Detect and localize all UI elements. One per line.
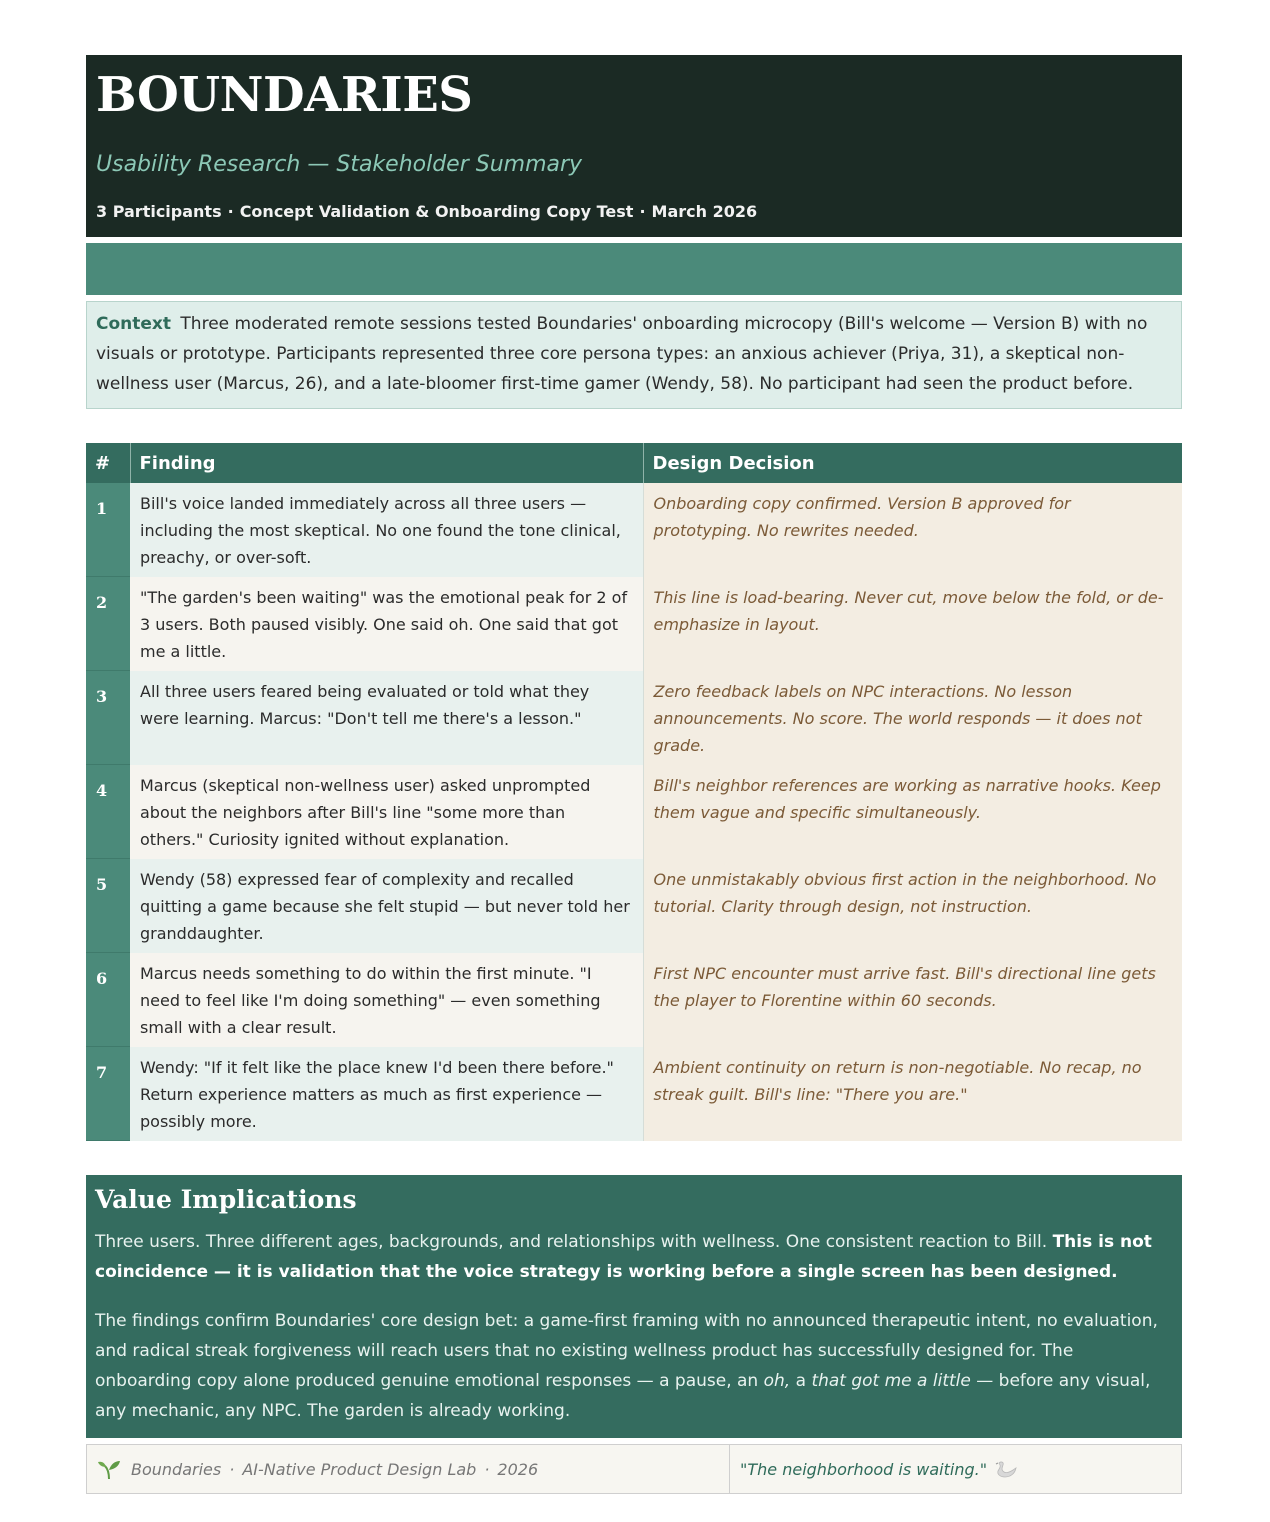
row-decision: Bill's neighbor references are working as narrative hooks. Keep them vague and specific simultaneously. bbox=[643, 765, 1182, 859]
row-finding: Marcus needs something to do within the first minute. "I need to feel like I'm doing something" — even something small with a clear result. bbox=[130, 953, 643, 1047]
table-row bbox=[86, 577, 1182, 671]
value-heading: Value Implications bbox=[95, 1185, 357, 1214]
footer-year: 2026 bbox=[497, 1459, 539, 1479]
footer-lab: AI-Native Product Design Lab bbox=[242, 1459, 477, 1479]
meta-date: March 2026 bbox=[651, 202, 758, 221]
table-row bbox=[86, 1047, 1182, 1141]
footer-right bbox=[730, 1445, 1181, 1493]
row-finding: "The garden's been waiting" was the emotional peak for 2 of 3 users. Both paused visibly. One said oh. One said that got me a little. bbox=[130, 577, 643, 671]
row-number: 4 bbox=[86, 765, 130, 859]
row-decision: Ambient continuity on return is non-negotiable. No recap, no streak guilt. Bill's line: "There you are." bbox=[643, 1047, 1182, 1141]
row-decision: One unmistakably obvious first action in the neighborhood. No tutorial. Clarity through design, not instruction. bbox=[643, 859, 1182, 953]
footer-brand: Boundaries bbox=[131, 1459, 222, 1479]
header-decision: Design Decision bbox=[643, 443, 1182, 483]
meta-participants: 3 Participants bbox=[96, 202, 222, 221]
table-row bbox=[86, 953, 1182, 1047]
value-p2-text-b: a bbox=[795, 1371, 807, 1391]
row-finding: Marcus (skeptical non-wellness user) asked unprompted about the neighbors after Bill's line "some more than others." Curiosity ignited without explanation. bbox=[130, 765, 643, 859]
report-subtitle: Usability Research — Stakeholder Summary bbox=[96, 152, 583, 177]
header-finding: Finding bbox=[130, 443, 643, 483]
row-number: 3 bbox=[86, 671, 130, 765]
footer bbox=[86, 1444, 1182, 1494]
findings-table bbox=[86, 443, 1182, 1141]
row-finding: Wendy (58) expressed fear of complexity and recalled quitting a game because she felt stupid — but never told her granddaughter. bbox=[130, 859, 643, 953]
value-paragraph-1 bbox=[95, 1227, 1172, 1287]
footer-dot: · bbox=[484, 1459, 490, 1479]
table-row bbox=[86, 671, 1182, 765]
row-finding: Bill's voice landed immediately across all three users — including the most skeptical. No one found the tone clinical, preachy, or over-soft. bbox=[130, 483, 643, 577]
report-page bbox=[86, 55, 1182, 1494]
swan-icon bbox=[995, 1460, 1017, 1478]
row-decision: This line is load-bearing. Never cut, move below the fold, or de-emphasize in layout. bbox=[643, 577, 1182, 671]
accent-band bbox=[86, 243, 1182, 295]
footer-quote: "The neighborhood is waiting." bbox=[740, 1459, 988, 1479]
value-implications bbox=[86, 1175, 1182, 1438]
sprout-icon bbox=[97, 1458, 121, 1480]
row-finding: Wendy: "If it felt like the place knew I'd been there before." Return experience matters as much as first experience — possibly more. bbox=[130, 1047, 643, 1141]
footer-left bbox=[87, 1445, 730, 1493]
footer-dot: · bbox=[229, 1459, 235, 1479]
report-header bbox=[86, 55, 1182, 237]
row-number: 1 bbox=[86, 483, 130, 577]
context-box bbox=[86, 301, 1182, 409]
value-p1-text: Three users. Three different ages, backgrounds, and relationships with wellness. One consistent reaction to Bill. bbox=[95, 1232, 1048, 1252]
value-p2-oh: oh, bbox=[763, 1371, 791, 1391]
value-p2-text-c: — before any visual, any mechanic, any NPC. The garden is already working. bbox=[95, 1371, 1151, 1421]
meta-test-type: Concept Validation & Onboarding Copy Test bbox=[239, 202, 634, 221]
table-row bbox=[86, 765, 1182, 859]
value-p2-text-a: The findings confirm Boundaries' core design bet: a game-first framing with no announced therapeutic intent, no evaluation, and radical streak forgiveness will reach users that no existing wellness product has successfully designed for. The onboarding copy alone produced genuine emotional responses — a pause, an bbox=[95, 1311, 1158, 1391]
value-p1-emphasis: This is not coincidence — it is validation that the voice strategy is working before a single screen has been designed. bbox=[95, 1232, 1152, 1282]
row-decision: Zero feedback labels on NPC interactions. No lesson announcements. No score. The world responds — it does not grade. bbox=[643, 671, 1182, 765]
row-number: 5 bbox=[86, 859, 130, 953]
row-decision: Onboarding copy confirmed. Version B approved for prototyping. No rewrites needed. bbox=[643, 483, 1182, 577]
context-label: Context bbox=[96, 314, 172, 334]
table-row bbox=[86, 859, 1182, 953]
table-row bbox=[86, 483, 1182, 577]
report-title: BOUNDARIES bbox=[96, 67, 473, 123]
table-header-row bbox=[86, 443, 1182, 483]
context-text: Three moderated remote sessions tested Boundaries' onboarding microcopy (Bill's welcome — Version B) with no visuals or prototype. Participants represented three core persona types: an anxious achiever (Priya, 31), a skeptical non-wellness user (Marcus, 26), and a late-bloomer first-time gamer (Wendy, 58). No participant had seen the product before. bbox=[96, 314, 1148, 394]
report-meta bbox=[96, 201, 1172, 223]
row-number: 2 bbox=[86, 577, 130, 671]
row-number: 7 bbox=[86, 1047, 130, 1141]
row-decision: First NPC encounter must arrive fast. Bill's directional line gets the player to Florentine within 60 seconds. bbox=[643, 953, 1182, 1047]
meta-separator: · bbox=[227, 202, 234, 221]
value-p2-quote: that got me a little bbox=[811, 1371, 971, 1391]
value-paragraph-2 bbox=[95, 1306, 1172, 1426]
row-number: 6 bbox=[86, 953, 130, 1047]
row-finding: All three users feared being evaluated or told what they were learning. Marcus: "Don't tell me there's a lesson." bbox=[130, 671, 643, 765]
header-number: # bbox=[86, 443, 130, 483]
meta-separator: · bbox=[639, 202, 646, 221]
